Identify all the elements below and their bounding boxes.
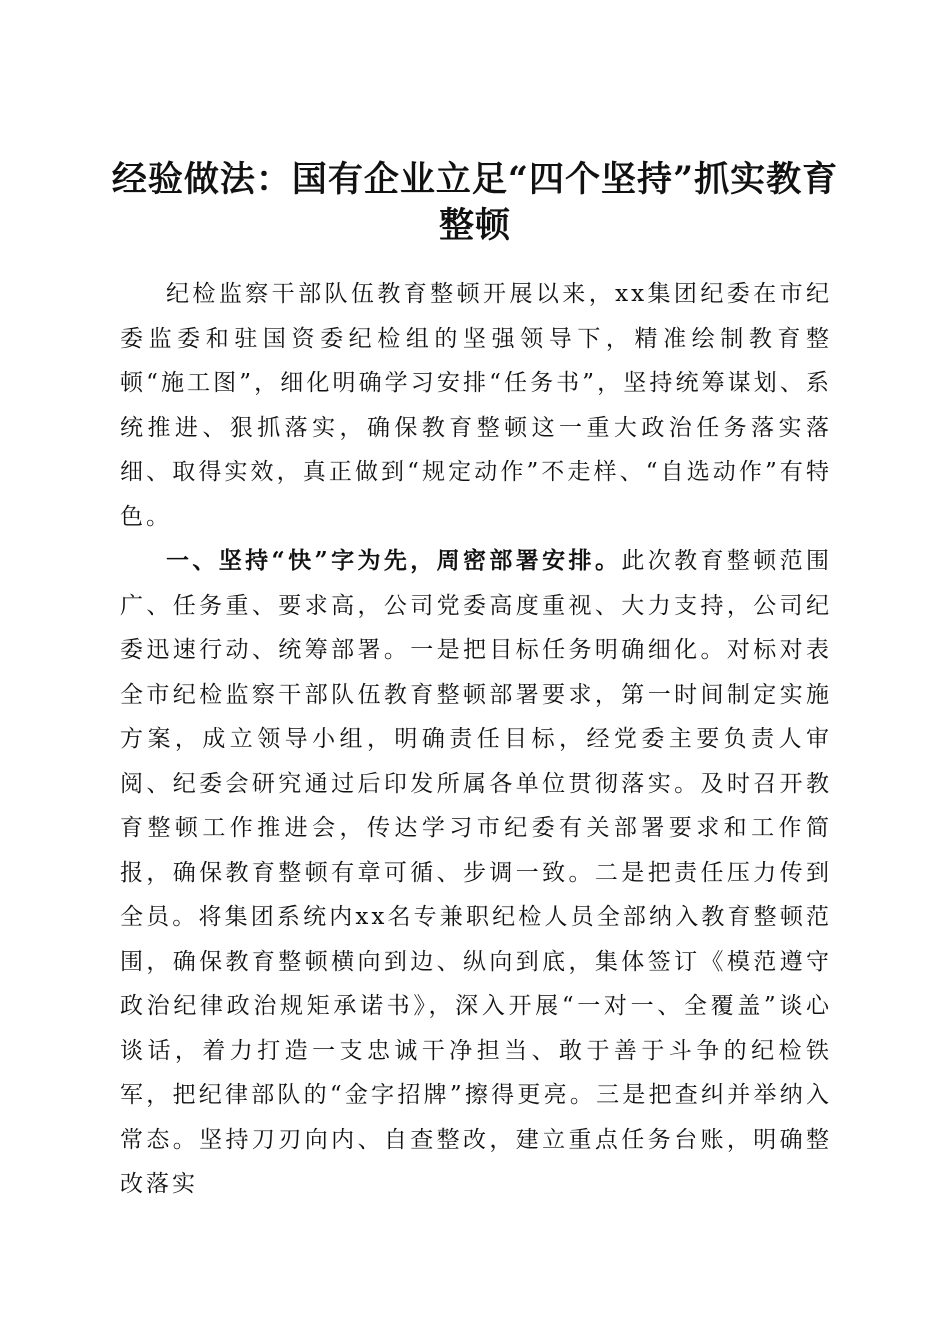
section-1-paragraph	[120, 539, 832, 1207]
intro-paragraph: 纪检监察干部队伍教育整顿开展以来，xx集团纪委在市纪委监委和驻国资委纪检组的坚强领导下，精准绘制教育整顿“施工图”，细化明确学习安排“任务书”，坚持统筹谋划、系统推进、狠抓落实，确保教育整顿这一重大政治任务落实落细、取得实效，真正做到“规定动作”不走样、“自选动作”有特色。	[120, 281, 832, 530]
section-1-body: 此次教育整顿范围广、任务重、要求高，公司党委高度重视、大力支持，公司纪委迅速行动、统筹部署。一是把目标任务明确细化。对标对表全市纪检监察干部队伍教育整顿部署要求，第一时间制定实施方案，成立领导小组，明确责任目标，经党委主要负责人审阅、纪委会研究通过后印发所属各单位贯彻落实。及时召开教育整顿工作推进会，传达学习市纪委有关部署要求和工作简报，确保教育整顿有章可循、步调一致。二是把责任压力传到全员。将集团系统内xx名专兼职纪检人员全部纳入教育整顿范围，确保教育整顿横向到边、纵向到底，集体签订《模范遵守政治纪律政治规矩承诺书》，深入开展“一对一、全覆盖”谈心谈话，着力打造一支忠诚干净担当、敢于善于斗争的纪检铁军，把纪律部队的“金字招牌”擦得更亮。三是把查纠并举纳入常态。坚持刀刃向内、自查整改，建立重点任务台账，明确整改落实	[120, 548, 832, 1197]
document-body	[120, 272, 832, 1207]
section-1-heading: 一、坚持“快”字为先，周密部署安排。	[166, 547, 622, 574]
document-title: 经验做法：国有企业立足“四个坚持”抓实教育整顿	[111, 159, 839, 247]
